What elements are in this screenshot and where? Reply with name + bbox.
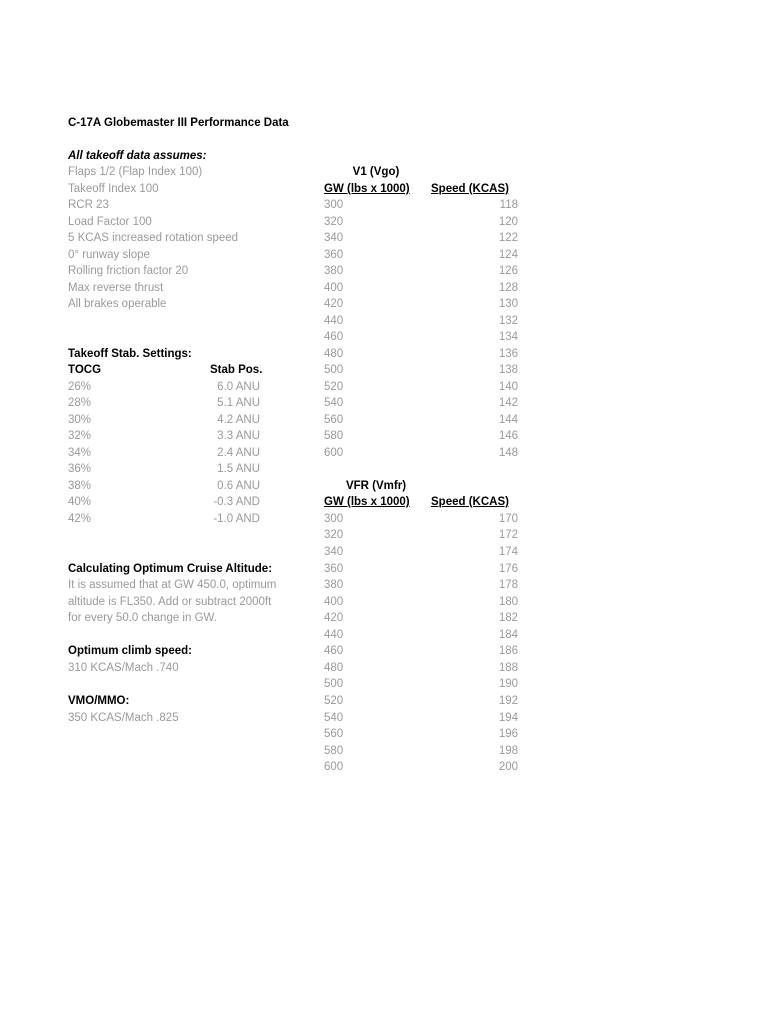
vfr-gw: 440	[324, 629, 344, 641]
v1-gw: 460	[324, 331, 344, 343]
vfr-speed: 170	[498, 513, 518, 525]
page-title: C-17A Globemaster III Performance Data	[68, 117, 289, 129]
v1-gw: 520	[324, 381, 344, 393]
cruise-text-line: for every 50.0 change in GW.	[68, 612, 217, 624]
assumption-item: All brakes operable	[68, 298, 167, 310]
v1-speed: 134	[498, 331, 518, 343]
stab-tocg: 28%	[68, 397, 92, 409]
stab-tocg: 26%	[68, 381, 92, 393]
stab-col-pos: Stab Pos.	[210, 364, 263, 376]
v1-gw: 440	[324, 315, 344, 327]
stab-pos: -0.3 AND	[213, 496, 260, 508]
climb-value: 310 KCAS/Mach .740	[68, 662, 179, 674]
v1-speed: 142	[498, 397, 518, 409]
stab-tocg: 42%	[68, 513, 92, 525]
vfr-gw: 600	[324, 761, 344, 773]
vfr-gw: 480	[324, 662, 344, 674]
assumption-item: Rolling friction factor 20	[68, 265, 189, 277]
v1-gw: 540	[324, 397, 344, 409]
vfr-speed: 172	[498, 529, 518, 541]
v1-speed: 132	[498, 315, 518, 327]
assumptions-heading: All takeoff data assumes:	[68, 150, 207, 162]
v1-speed: 146	[498, 430, 518, 442]
v1-speed: 138	[498, 364, 518, 376]
vfr-speed: 178	[498, 579, 518, 591]
stab-heading: Takeoff Stab. Settings:	[68, 348, 192, 360]
vfr-speed: 198	[498, 745, 518, 757]
stab-pos: 1.5 ANU	[217, 463, 260, 475]
assumption-item: 0° runway slope	[68, 249, 150, 261]
stab-pos: 5.1 ANU	[217, 397, 260, 409]
v1-gw: 420	[324, 298, 344, 310]
v1-col-speed: Speed (KCAS)	[431, 183, 509, 195]
stab-tocg: 40%	[68, 496, 92, 508]
vfr-col-speed: Speed (KCAS)	[431, 496, 509, 508]
v1-title: V1 (Vgo)	[352, 166, 400, 178]
assumption-item: Takeoff Index 100	[68, 183, 159, 195]
vfr-gw: 580	[324, 745, 344, 757]
vmo-value: 350 KCAS/Mach .825	[68, 712, 179, 724]
v1-speed: 118	[499, 199, 518, 211]
vfr-speed: 180	[498, 596, 518, 608]
stab-tocg: 32%	[68, 430, 92, 442]
stab-pos: 3.3 ANU	[217, 430, 260, 442]
vfr-title: VFR (Vmfr)	[345, 480, 407, 492]
assumption-item: RCR 23	[68, 199, 109, 211]
v1-gw: 340	[324, 232, 344, 244]
assumption-item: Max reverse thrust	[68, 282, 164, 294]
vfr-speed: 186	[498, 645, 518, 657]
vfr-gw: 360	[324, 563, 344, 575]
vfr-speed: 192	[498, 695, 518, 707]
v1-gw: 300	[324, 199, 344, 211]
v1-gw: 560	[324, 414, 344, 426]
v1-speed: 136	[498, 348, 518, 360]
v1-speed: 126	[498, 265, 518, 277]
vfr-speed: 184	[498, 629, 518, 641]
stab-pos: 6.0 ANU	[217, 381, 260, 393]
stab-pos: 0.6 ANU	[217, 480, 260, 492]
vfr-gw: 320	[324, 529, 344, 541]
v1-gw: 480	[324, 348, 344, 360]
stab-pos: 2.4 ANU	[217, 447, 260, 459]
v1-speed: 144	[498, 414, 518, 426]
v1-speed: 128	[498, 282, 518, 294]
vfr-speed: 182	[498, 612, 518, 624]
v1-speed: 130	[498, 298, 518, 310]
vfr-speed: 200	[498, 761, 518, 773]
vfr-gw: 420	[324, 612, 344, 624]
vfr-gw: 380	[324, 579, 344, 591]
v1-speed: 122	[498, 232, 518, 244]
vfr-gw: 520	[324, 695, 344, 707]
cruise-text-line: It is assumed that at GW 450.0, optimum	[68, 579, 277, 591]
vfr-col-gw: GW (lbs x 1000)	[324, 496, 410, 508]
v1-gw: 320	[324, 216, 344, 228]
stab-tocg: 38%	[68, 480, 92, 492]
v1-speed: 124	[498, 249, 518, 261]
stab-tocg: 36%	[68, 463, 92, 475]
stab-tocg: 34%	[68, 447, 92, 459]
vmo-heading: VMO/MMO:	[68, 695, 130, 707]
vfr-speed: 194	[498, 712, 518, 724]
vfr-gw: 400	[324, 596, 344, 608]
stab-pos: -1.0 AND	[213, 513, 260, 525]
vfr-gw: 500	[324, 678, 344, 690]
stab-tocg: 30%	[68, 414, 92, 426]
v1-gw: 500	[324, 364, 344, 376]
vfr-speed: 196	[498, 728, 518, 740]
cruise-heading: Calculating Optimum Cruise Altitude:	[68, 563, 273, 575]
assumption-item: 5 KCAS increased rotation speed	[68, 232, 239, 244]
vfr-gw: 300	[324, 513, 344, 525]
climb-heading: Optimum climb speed:	[68, 645, 192, 657]
vfr-gw: 340	[324, 546, 344, 558]
v1-col-gw: GW (lbs x 1000)	[324, 183, 410, 195]
vfr-speed: 190	[498, 678, 518, 690]
cruise-text-line: altitude is FL350. Add or subtract 2000ft	[68, 596, 272, 608]
vfr-gw: 560	[324, 728, 344, 740]
v1-speed: 120	[498, 216, 518, 228]
vfr-speed: 188	[498, 662, 518, 674]
stab-pos: 4.2 ANU	[217, 414, 260, 426]
stab-col-tocg: TOCG	[68, 364, 102, 376]
vfr-gw: 540	[324, 712, 344, 724]
v1-gw: 360	[324, 249, 344, 261]
v1-gw: 600	[324, 447, 344, 459]
v1-gw: 580	[324, 430, 344, 442]
vfr-speed: 176	[498, 563, 518, 575]
vfr-gw: 460	[324, 645, 344, 657]
v1-gw: 380	[324, 265, 344, 277]
v1-speed: 140	[498, 381, 518, 393]
vfr-speed: 174	[498, 546, 518, 558]
v1-gw: 400	[324, 282, 344, 294]
assumption-item: Load Factor 100	[68, 216, 152, 228]
v1-speed: 148	[498, 447, 518, 459]
assumption-item: Flaps 1/2 (Flap Index 100)	[68, 166, 203, 178]
